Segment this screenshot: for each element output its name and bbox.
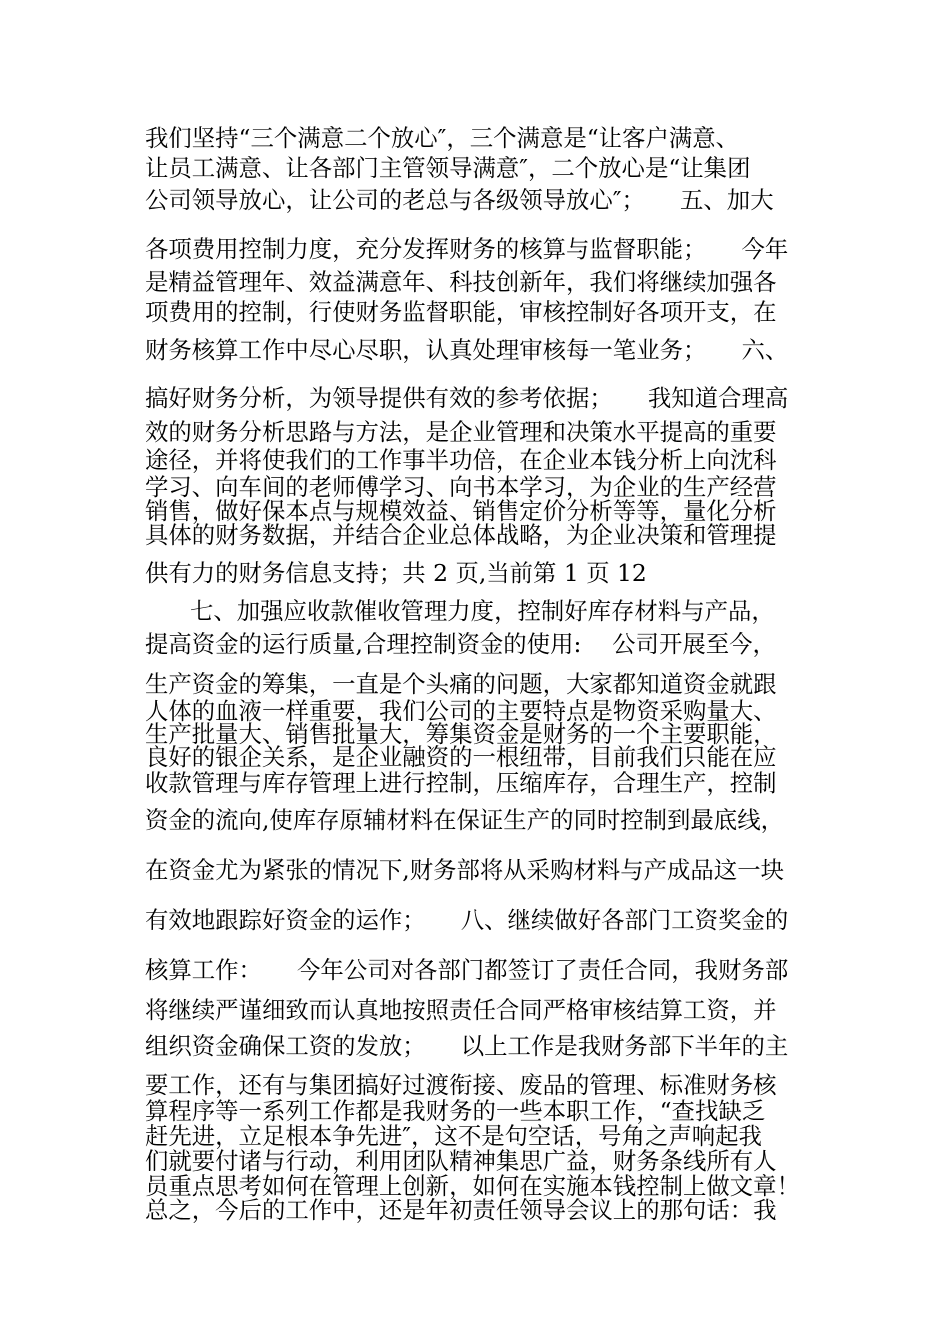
- text-line: 资金的流向,使库存原辅材料在保证生产的同时控制到最底线，: [145, 806, 784, 834]
- section-heading-7: 七、加强应收款催收管理力度，控制好库存材料与产品，: [190, 597, 775, 625]
- text-line: 提高资金的运行质量,合理控制资金的使用: 公司开展至今，: [145, 630, 776, 658]
- text-line: 要工作，还有与集团搞好过渡衔接、废品的管理、标准财务核: [145, 1071, 777, 1099]
- text-line: 员重点思考如何在管理上创新，如何在实施本钱控制上做文章！: [145, 1172, 800, 1200]
- text-line: 学习、向车间的老师傅学习、向书本学习，为企业的生产经营: [145, 473, 777, 501]
- text-line: 公司领导放心，让公司的老总与各级领导放心″； 五、加大: [145, 186, 774, 214]
- text-line: 财务核算工作中尽心尽职，认真处理审核每一笔业务； 六、: [145, 336, 789, 364]
- text-line: 赶先进，立足根本争先进″，这不是句空话，号角之声响起我: [145, 1122, 762, 1150]
- text-line: 将继续严谨细致而认真地按照责任合同严格审核结算工资，并: [145, 996, 777, 1024]
- text-line: 生产资金的筹集，一直是个头痛的问题，大家都知道资金就跟: [145, 670, 777, 698]
- text-line: 组织资金确保工资的发放； 以上工作是我财务部下半年的主: [145, 1032, 789, 1060]
- text-line: 人体的血液一样重要，我们公司的主要特点是物资采购量大、: [145, 697, 777, 725]
- text-line: 销售，做好保本点与规模效益、销售定价分析等等，量化分析: [145, 497, 777, 525]
- text-line: 收款管理与库存管理上进行控制，压缩库存，合理生产，控制: [145, 769, 777, 797]
- text-line: 总之，今后的工作中，还是年初责任领导会议上的那句话：我: [145, 1196, 777, 1224]
- text-line: 核算工作： 今年公司对各部门都签订了责任合同，我财务部: [145, 956, 789, 984]
- text-line: 我们坚持“三个满意二个放心″，三个满意是“让客户满意、: [145, 124, 740, 152]
- page-counter-line: 供有力的财务信息支持；共 2 页,当前第 1 页 12: [145, 559, 647, 587]
- text-line: 良好的银企关系，是企业融资的一根纽带，目前我们只能在应: [145, 743, 777, 771]
- text-line: 生产批量大、销售批量大，筹集资金是财务的一个主要职能，: [145, 720, 777, 748]
- text-line: 在资金尤为紧张的情况下,财务部将从采购材料与产成品这一块: [145, 856, 784, 884]
- text-line: 途径，并将使我们的工作事半功倍，在企业本钱分析上向沈科: [145, 446, 777, 474]
- text-line: 算程序等一系列工作都是我财务的一些本职工作，“查找缺乏: [145, 1097, 766, 1125]
- text-line: 效的财务分析思路与方法，是企业管理和决策水平提高的重要: [145, 418, 777, 446]
- text-line: 各项费用控制力度，充分发挥财务的核算与监督职能； 今年: [145, 235, 789, 263]
- text-line: 具体的财务数据，并结合企业总体战略，为企业决策和管理提: [145, 521, 777, 549]
- text-line: 项费用的控制，行使财务监督职能，审核控制好各项开支，在: [145, 298, 777, 326]
- text-line: 搞好财务分析，为领导提供有效的参考依据； 我知道合理高: [145, 384, 789, 412]
- text-line: 是精益管理年、效益满意年、科技创新年，我们将继续加强各: [145, 268, 777, 296]
- text-line: 们就要付诸与行动，利用团队精神集思广益，财务条线所有人: [145, 1147, 777, 1175]
- text-line: 让员工满意、让各部门主管领导满意″，二个放心是“让集团: [145, 154, 751, 182]
- text-line: 有效地跟踪好资金的运作； 八、继续做好各部门工资奖金的: [145, 906, 789, 934]
